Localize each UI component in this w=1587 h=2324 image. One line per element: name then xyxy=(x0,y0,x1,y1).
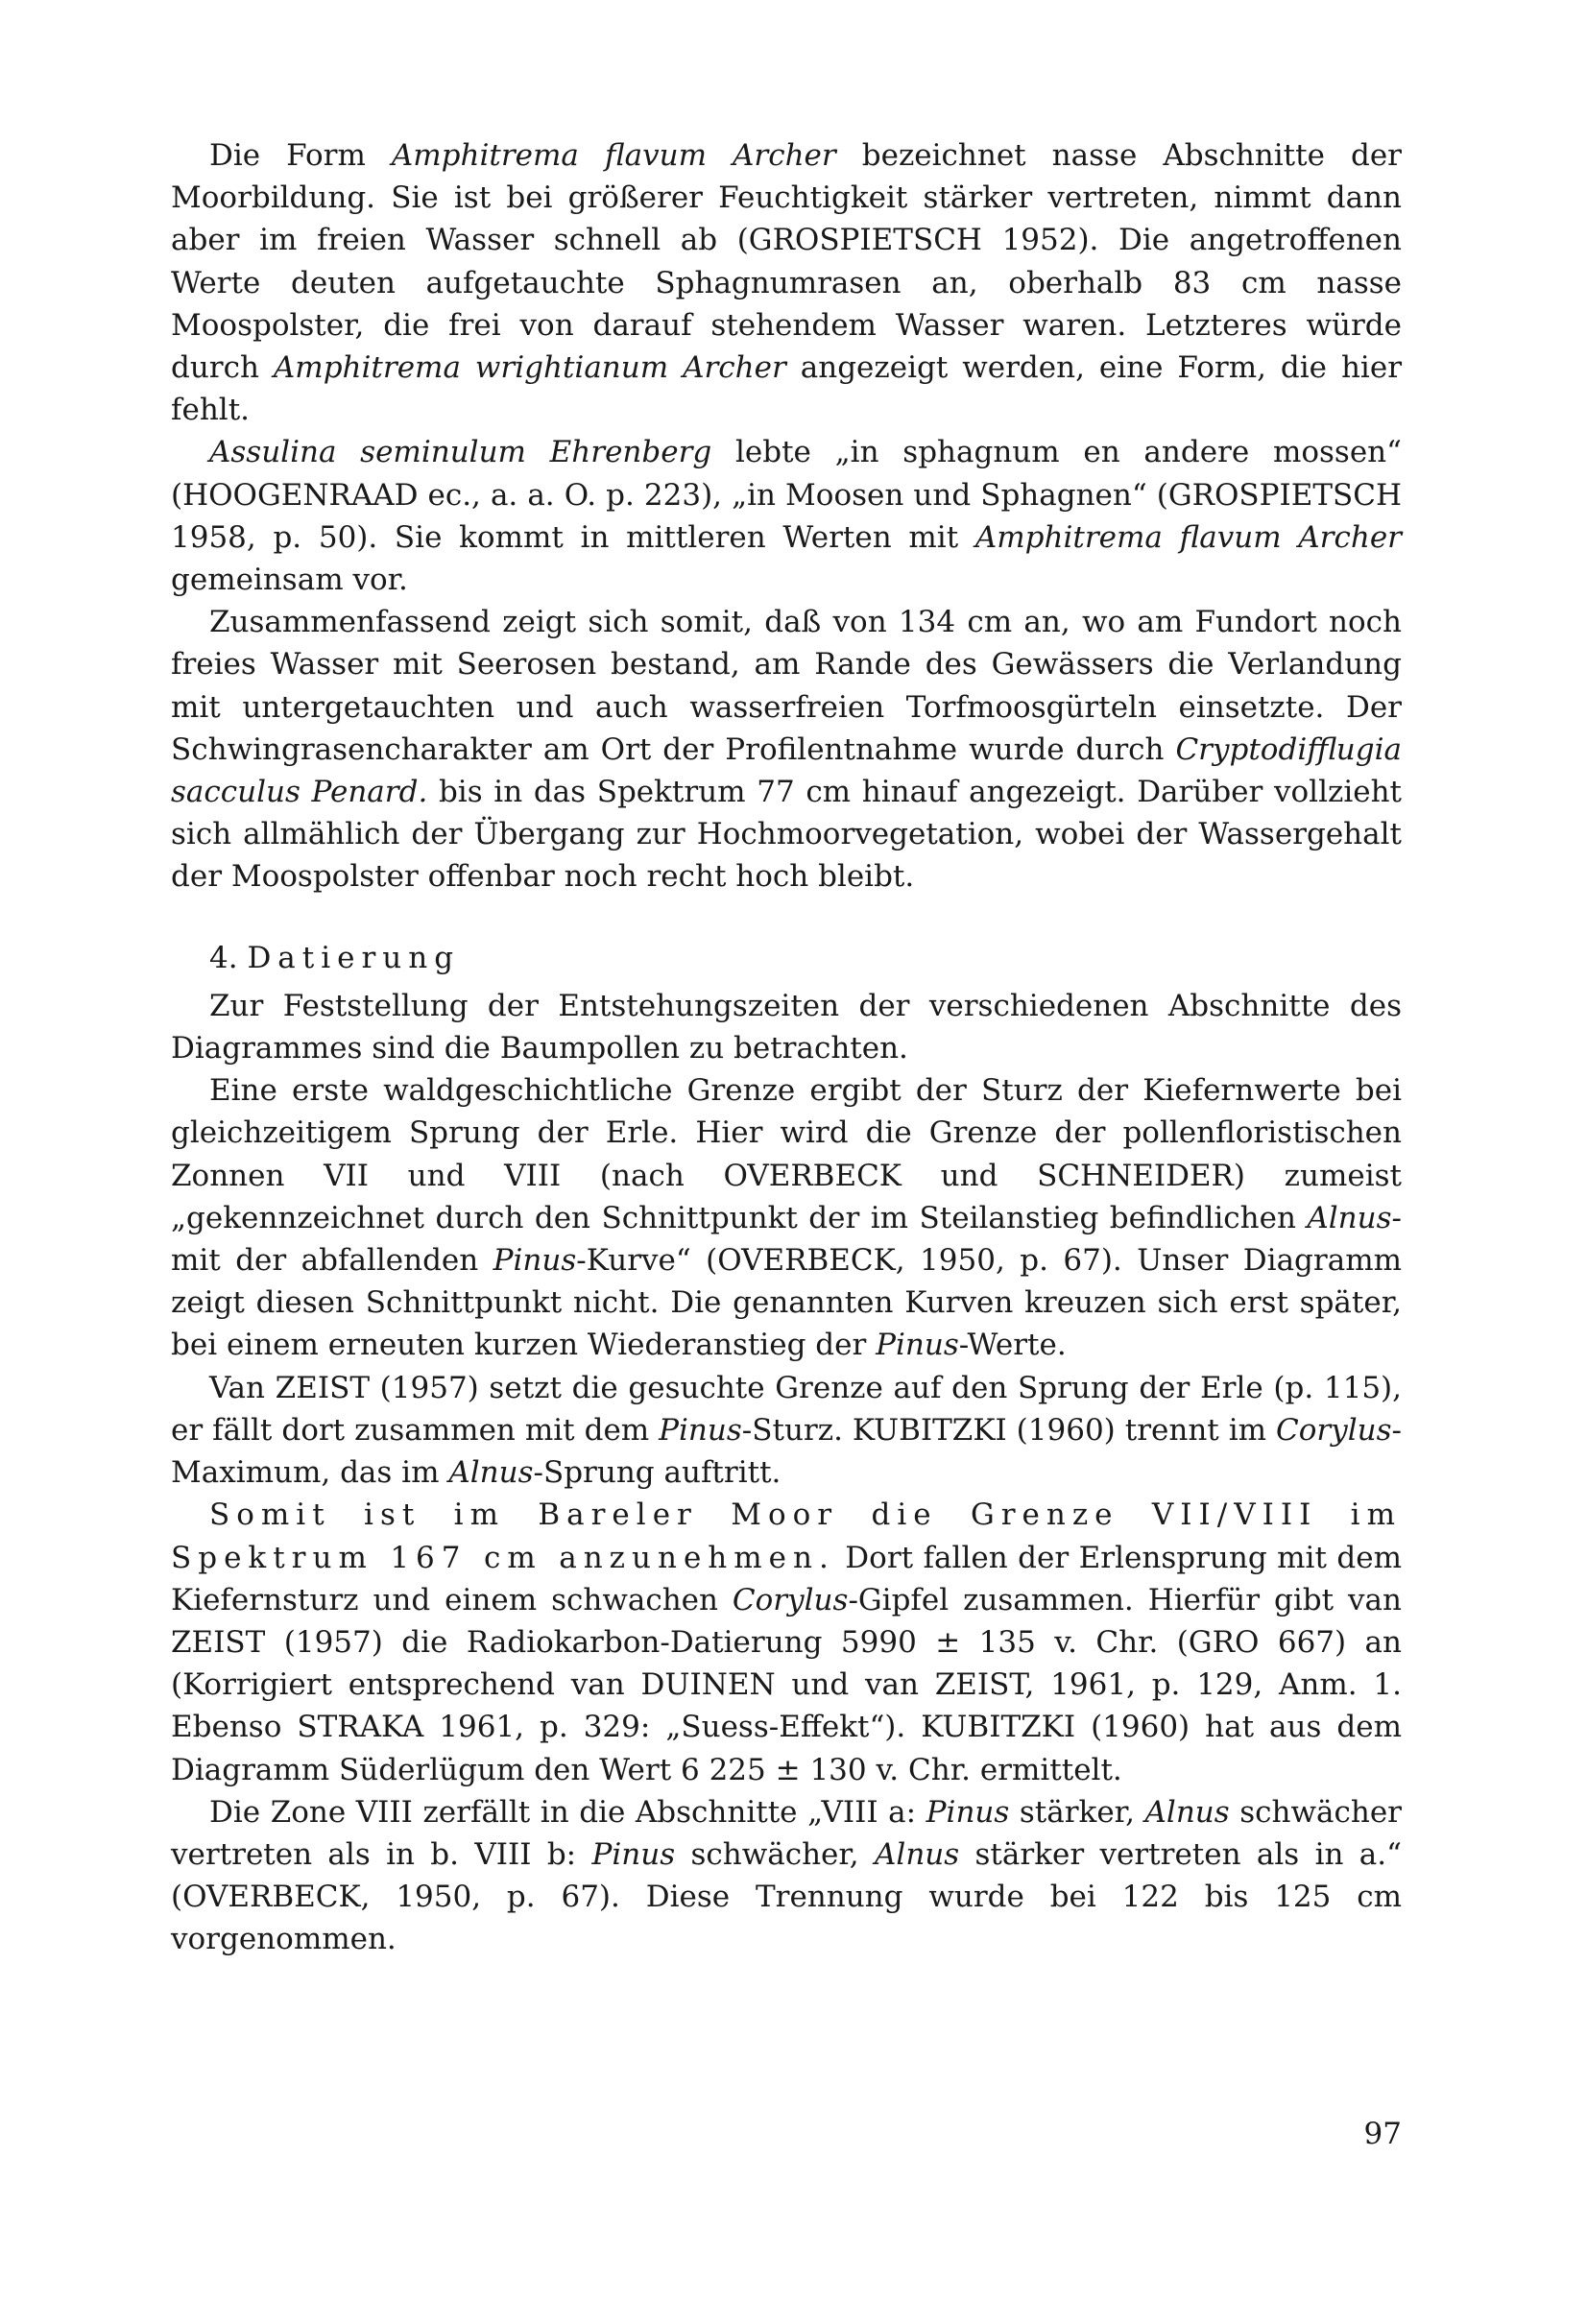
italic-run: Assulina seminulum Ehrenberg xyxy=(209,435,712,470)
italic-run: Alnus xyxy=(875,1836,960,1872)
text-run: -Sturz. KUBITZKI (1960) trennt im xyxy=(741,1412,1276,1448)
section-heading xyxy=(171,937,1402,979)
paragraph-p6 xyxy=(171,1367,1402,1495)
section-number: 4. xyxy=(209,940,238,975)
italic-run: Pinus xyxy=(659,1412,742,1448)
paragraph-p4 xyxy=(171,985,1402,1069)
italic-run: Amphitrema wrightianum Archer xyxy=(273,350,786,386)
text-run: -Gipfel zusammen. Hierfür gibt van ZEIST (1957) die Radiokarbon-Datierung 5990 ± 135 v. Chr. (GRO 667) an (Korrigiert entsprechend van DUINEN und van ZEIST, 1961, p. 129, Anm. 1. Ebenso STRAKA 1961, p. 329: „Suess-Effekt“). KUBITZKI (1960) hat aus dem Diagramm Süderlügum den Wert 6 225 ± 130 v. Chr. ermittelt. xyxy=(171,1582,1402,1787)
text-run: Dort fallen der Erlensprung mit dem Kiefernsturz und einem schwachen xyxy=(171,1540,1402,1617)
text-run: schwächer, xyxy=(675,1836,876,1872)
italic-run: Pinus xyxy=(876,1328,959,1363)
italic-run: Amphitrema flavum Archer xyxy=(391,138,836,173)
paragraph-p7 xyxy=(171,1494,1402,1790)
paragraph-group-after-heading xyxy=(171,985,1402,1961)
italic-run: Alnus xyxy=(448,1455,534,1491)
section-title: Datierung xyxy=(247,940,461,975)
text-run: bezeichnet nasse Abschnitte der Moorbildung. Sie ist bei größerer Feuchtigkeit stärker vertreten, nimmt dann aber im freien Wasser schnell ab (GROSPIETSCH 1952). Die angetroffenen Werte deuten aufgetauchte Sphagnumrasen an, oberhalb 83 cm nasse Moospolster, die frei von darauf stehendem Wasser waren. Letzteres würde durch xyxy=(171,138,1402,386)
text-run: -Maximum, das im xyxy=(171,1412,1402,1491)
text-run: -Kurve“ (OVERBECK, 1950, p. 67). Unser Diagramm zeigt diesen Schnittpunkt nicht. Die genannten Kurven kreuzen sich erst später, bei einem erneuten kurzen Wiederanstieg der xyxy=(171,1243,1402,1363)
text-run: Zusammenfassend zeigt sich somit, daß von 134 cm an, wo am Fundort noch freies Wasser mit Seerosen bestand, am Rande des Gewässers die Verlandung mit untergetauchten und auch wasserfreien Torfmoosgürteln einsetzte. Der Schwingrasencharakter am Ort der Profilentnahme wurde durch xyxy=(171,605,1402,767)
paragraph-p3 xyxy=(171,601,1402,898)
body-text xyxy=(171,134,1402,1961)
text-run: angezeigt werden, eine Form, die hier fehlt. xyxy=(171,350,1403,428)
text-run: lebte „in sphagnum en andere mossen“ (HOOGENRAAD ec., a. a. O. p. 223), „in Moosen und Sphagnen“ (GROSPIETSCH 1958, p. 50). Sie kommt in mittleren Werten mit xyxy=(171,435,1402,555)
text-run: stärker vertreten als in a.“ (OVERBECK, 1950, p. 67). Diese Trennung wurde bei 122 bis 125 cm vorgenommen. xyxy=(171,1836,1402,1957)
text-run: Die Zone VIII zerfällt in die Abschnitte „VIII a: xyxy=(209,1794,926,1830)
paragraph-p2 xyxy=(171,431,1402,601)
italic-run: Cryptodifflugia sacculus Penard. xyxy=(171,731,1402,810)
page-number: 97 xyxy=(1363,2117,1402,2151)
text-run: Die Form xyxy=(209,138,392,173)
text-run: Eine erste waldgeschichtliche Grenze ergibt der Sturz der Kiefernwerte bei gleichzeitigem Sprung der Erle. Hier wird die Grenze der pollenfloristischen Zonnen VII und VIII (nach OVERBECK und SCHNEIDER) zumeist „gekennzeichnet durch den Schnittpunkt der im Steilanstieg befindlichen xyxy=(171,1073,1402,1235)
italic-run: Pinus xyxy=(591,1836,676,1872)
spaced-emphasis-run: Somit ist im Bareler Moor die Grenze VII/VIII im Spektrum 167 cm anzunehmen. xyxy=(171,1497,1402,1575)
text-run: Zur Feststellung der Entstehungszeiten der verschiedenen Abschnitte des Diagrammes sind die Baumpollen zu betrachten. xyxy=(171,988,1402,1066)
text-run: schwächer vertreten als in b. VIII b: xyxy=(171,1794,1402,1872)
text-run: bis in das Spektrum 77 cm hinauf angezeigt. Darüber vollzieht sich allmählich der Übergang zur Hochmoorvegetation, wobei der Wassergehalt der Moospolster offenbar noch recht hoch bleibt. xyxy=(171,775,1403,895)
italic-run: Corylus xyxy=(1276,1412,1392,1448)
paragraph-p8 xyxy=(171,1791,1402,1961)
text-run: -Werte. xyxy=(958,1328,1067,1363)
italic-run: Amphitrema flavum Archer xyxy=(974,519,1402,555)
paragraph-group-before-heading xyxy=(171,134,1402,898)
text-run: stärker, xyxy=(1009,1794,1145,1830)
italic-run: Alnus xyxy=(1144,1794,1230,1830)
text-run: gemeinsam vor. xyxy=(171,563,408,598)
italic-run: Alnus- xyxy=(1307,1200,1402,1235)
italic-run: Pinus xyxy=(493,1243,577,1279)
paragraph-p1 xyxy=(171,134,1402,431)
paragraph-p5 xyxy=(171,1069,1402,1366)
text-run: -Sprung auftritt. xyxy=(533,1455,781,1491)
italic-run: Corylus xyxy=(732,1582,849,1617)
italic-run: Pinus xyxy=(926,1794,1010,1830)
text-run: mit der abfallenden xyxy=(171,1243,493,1279)
text-run: Van ZEIST (1957) setzt die gesuchte Grenze auf den Sprung der Erle (p. 115), er fällt dort zusammen mit dem xyxy=(171,1370,1402,1448)
